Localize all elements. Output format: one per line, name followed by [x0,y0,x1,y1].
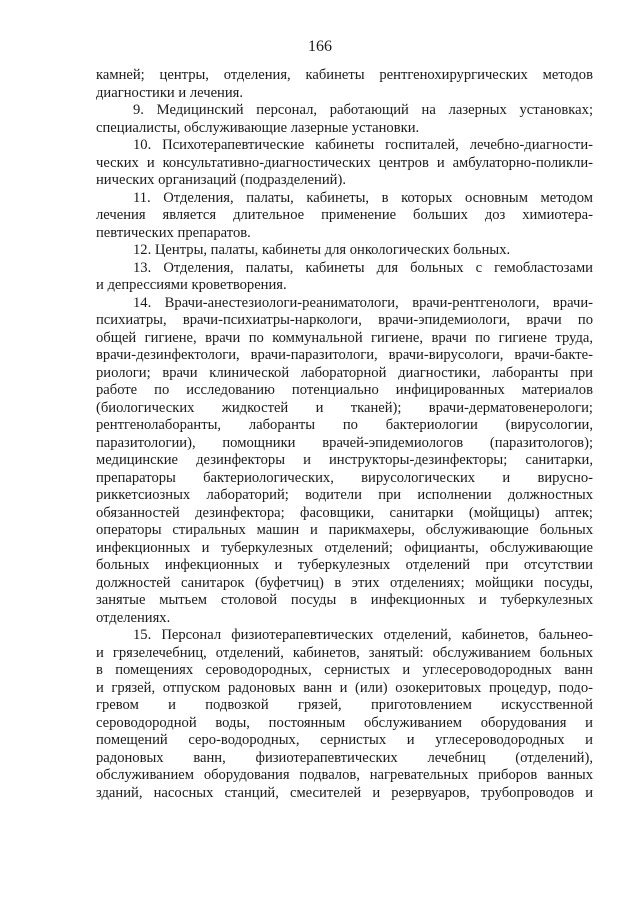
text-line: обязанностей дезинфектора; фасовщики, санитарки (мойщицы) аптек; [96,504,593,521]
text-line: 9. Медицинский персонал, работающий на лазерных установках; [133,102,593,118]
text-line: в помещениях сероводородных, сернистых и углесероводородных ванн [96,662,593,678]
text-line: врачи-дезинфектологи, врачи-паразитологи, врачи-вирусологи, врачи-бакте- [96,347,593,363]
paragraph-p12 [96,242,593,260]
paragraph-p15 [96,627,593,802]
text-line: гревом и подвозкой грязей, приготовлением искусственной [96,697,593,713]
text-line: инфекционных и туберкулезных отделений; официанты, обслуживающие [96,539,593,556]
text-line: риологи; врачи клинической лабораторной диагностики, лаборанты при [96,364,593,381]
text-line: (биологических жидкостей и тканей); врачи-дерматовенерологи; [96,399,593,416]
text-line: камней; центры, отделения, кабинеты рентгенохирургических методов [96,67,593,83]
text-line: паразитологии), помощники врачей-эпидемиологов (паразитологов); [96,434,593,451]
paragraph-p11 [96,190,593,243]
paragraph-p9 [96,102,593,137]
text-line: 15. Персонал физиотерапевтических отделений, кабинетов, бальнео- [133,627,593,643]
text-line: работе по исследованию потенциально инфицированных материалов [96,382,593,398]
text-line: специалисты, обслуживающие лазерные установки. [96,119,420,136]
text-line: психиатры, врачи-психиатры-наркологи, врачи-эпидемиологи, врачи по [96,312,593,328]
paragraph-p13 [96,260,593,295]
text-line: нических организаций (подразделений). [96,172,346,188]
paragraph-p10 [96,137,593,190]
paragraph-p14 [96,295,593,628]
text-line: отделениях. [96,609,171,626]
text-line: диагностики и лечения. [96,84,244,101]
text-line: помещений серо-водородных, сернистых и углесероводородных и [96,732,593,748]
text-line: общей гигиене, врачи по коммунальной гигиене, врачи по гигиене труда, [96,329,593,346]
text-line: операторы стиральных машин и парикмахеры, обслуживающие больных [96,522,593,538]
text-line: радоновых ванн, физиотерапевтических лечебниц (отделений), [96,749,593,766]
text-line: и грязей, отпуском радоновых ванн и (или) озокеритовых процедур, подо- [96,679,593,696]
text-line: рентгенолаборанты, лаборанты по бактериологии (вирусологии, [96,417,593,433]
paragraph-p-cont [96,67,593,102]
text-line: обслуживанием оборудования подвалов, нагревательных приборов ванных [96,767,593,783]
text-line: 14. Врачи-анестезиологи-реаниматологи, врачи-рентгенологи, врачи- [133,294,593,311]
text-line: 12. Центры, палаты, кабинеты для онкологических больных. [133,242,511,258]
text-line: сероводородной воды, постоянным обслуживанием оборудования и [96,714,593,731]
text-line: риккетсиозных лабораторий; водители при исполнении должностных [96,487,593,503]
text-line: лечения является длительное применение больших доз химиотера- [96,207,593,223]
text-line: певтических препаратов. [96,224,251,241]
text-line: ческих и консультативно-диагностических центров и амбулаторно-поликли- [96,154,593,171]
text-line: и депрессиями кроветворения. [96,277,287,293]
text-line: препараторы бактериологических, вирусологических и вирусно- [96,469,593,486]
text-line: занятые мытьем столовой посуды в инфекционных и туберкулезных [96,592,593,608]
text-line: зданий, насосных станций, смесителей и резервуаров, трубопроводов и [96,784,593,801]
text-line: 11. Отделения, палаты, кабинеты, в которых основным методом [133,189,593,206]
document-body [96,67,593,802]
text-line: больных инфекционных и туберкулезных отделений при отсутствии [96,557,593,573]
text-line: должностей санитарок (буфетчиц) в этих отделениях; мойщики посуды, [96,574,593,591]
text-line: медицинские дезинфекторы и инструкторы-дезинфекторы; санитарки, [96,452,593,468]
page-number: 166 [308,38,332,55]
text-line: 13. Отделения, палаты, кабинеты для больных с гемобластозами [133,259,593,276]
text-line: 10. Психотерапевтические кабинеты госпиталей, лечебно-диагности- [133,137,593,153]
text-line: и грязелечебниц, отделений, кабинетов, занятый: обслуживанием больных [96,644,593,661]
